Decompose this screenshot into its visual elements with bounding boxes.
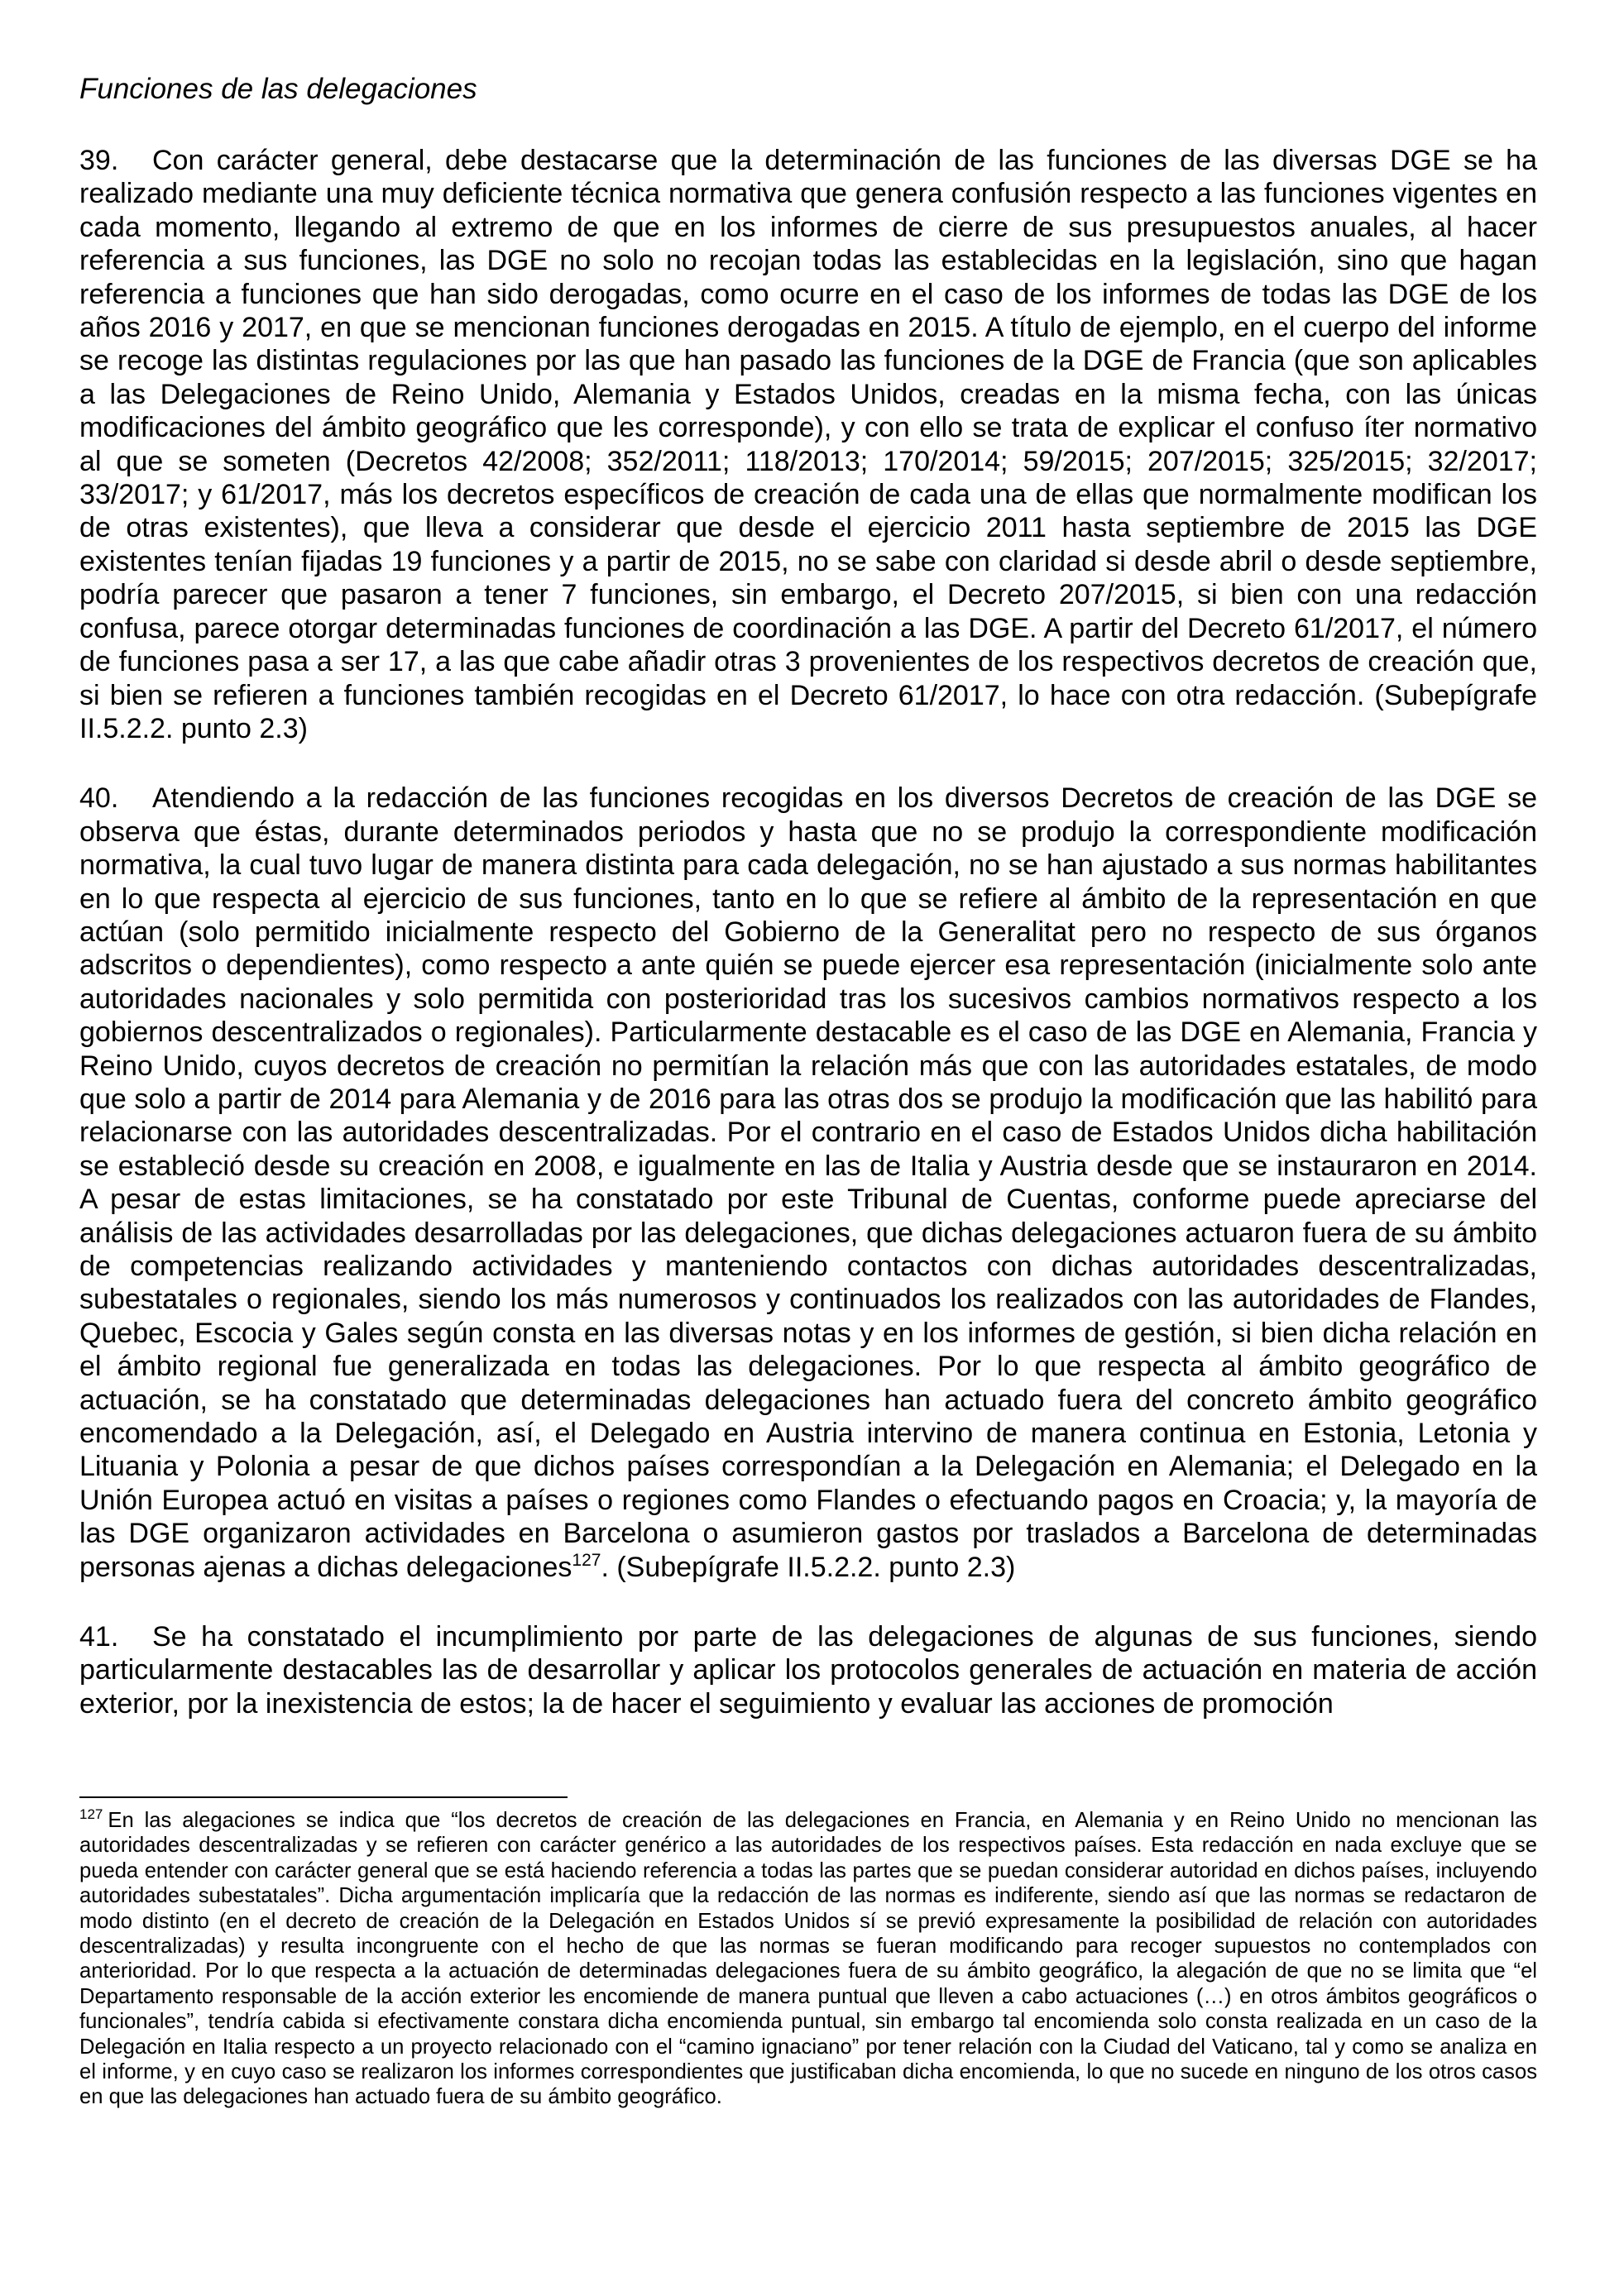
paragraph-39 [79, 144, 1537, 745]
footnote-mark: 127 [79, 1806, 103, 1822]
document-page [79, 71, 1537, 1720]
paragraph-40 [79, 782, 1537, 1584]
paragraph-text: Con carácter general, debe destacarse que la determinación de las funciones de las diversas DGE se ha realizado mediante una muy deficiente técnica normativa que genera confusión respecto a las funciones vigentes en cada momento, llegando al extremo de que en los informes de cierre de sus presupuestos anuales, al hacer referencia a sus funciones, las DGE no solo no recojan todas las establecidas en la legislación, sino que hagan referencia a funciones que han sido derogadas, como ocurre en el caso de los informes de todas las DGE de los años 2016 y 2017, en que se mencionan funciones derogadas en 2015. A título de ejemplo, en el cuerpo del informe se recoge las distintas regulaciones por las que han pasado las funciones de la DGE de Francia (que son aplicables a las Delegaciones de Reino Unido, Alemania y Estados Unidos, creadas en la misma fecha, con las únicas modificaciones del ámbito geográfico que les corresponde), y con ello se trata de explicar el confuso íter normativo al que se someten (Decretos 42/2008; 352/2011; 118/2013; 170/2014; 59/2015; 207/2015; 325/2015; 32/2017; 33/2017; y 61/2017, más los decretos específicos de creación de cada una de ellas que normalmente modifican los de otras existentes), que lleva a considerar que desde el ejercicio 2011 hasta septiembre de 2015 las DGE existentes tenían fijadas 19 funciones y a partir de 2015, no se sabe con claridad si desde abril o desde septiembre, podría parecer que pasaron a tener 7 funciones, sin embargo, el Decreto 207/2015, si bien con una redacción confusa, parece otorgar determinadas funciones de coordinación a las DGE. A partir del Decreto 61/2017, el número de funciones pasa a ser 17, a las que cabe añadir otras 3 provenientes de los respectivos decretos de creación que, si bien se refieren a funciones también recogidas en el Decreto 61/2017, lo hace con otra redacción. (Subepígrafe II.5.2.2. punto 2.3) [79, 145, 1537, 744]
paragraph-number: 41. [79, 1621, 119, 1653]
footnote [79, 1808, 1537, 2110]
paragraph-41 [79, 1620, 1537, 1720]
paragraph-number: 39. [79, 145, 119, 176]
paragraph-text: Se ha constatado el incumplimiento por parte de las delegaciones de algunas de sus funciones, siendo particularmente destacables las de desarrollar y aplicar los protocolos generales de actuación en materia de acción exterior, por la inexistencia de estos; la de hacer el seguimiento y evaluar las acciones de promoción [79, 1621, 1537, 1720]
section-title: Funciones de las delegaciones [79, 73, 477, 105]
paragraph-text: Atendiendo a la redacción de las funciones recogidas en los diversos Decretos de creación de las DGE se observa que éstas, durante determinados periodos y hasta que no se produjo la correspondiente modificación normativa, la cual tuvo lugar de manera distinta para cada delegación, no se han ajustado a sus normas habilitantes en lo que respecta al ejercicio de sus funciones, tanto en lo que se refiere al ámbito de la representación en que actúan (solo permitido inicialmente respecto del Gobierno de la Generalitat pero no respecto de sus órganos adscritos o dependientes), como respecto a ante quién se puede ejercer esa representación (inicialmente solo ante autoridades nacionales y solo permitida con posterioridad tras los sucesivos cambios normativos respecto a los gobiernos descentralizados o regionales). Particularmente destacable es el caso de las DGE en Alemania, Francia y Reino Unido, cuyos decretos de creación no permitían la relación más que con las autoridades estatales, de modo que solo a partir de 2014 para Alemania y de 2016 para las otras dos se produjo la modificación que las habilitó para relacionarse con las autoridades descentralizadas. Por el contrario en el caso de Estados Unidos dicha habilitación se estableció desde su creación en 2008, e igualmente en las de Italia y Austria desde que se instauraron en 2014. A pesar de estas limitaciones, se ha constatado por este Tribunal de Cuentas, conforme puede apreciarse del análisis de las actividades desarrolladas por las delegaciones, que dichas delegaciones actuaron fuera de su ámbito de competencias realizando actividades y manteniendo contactos con dichas autoridades descentralizadas, subestatales o regionales, siendo los más numerosos y continuados los realizados con las autoridades de Flandes, Quebec, Escocia y Gales según consta en las diversas notas y en los informes de gestión, si bien dicha relación en el ámbito regional fue generalizada en todas las delegaciones. Por lo que respecta al ámbito geográfico de actuación, se ha constatado que determinadas delegaciones han actuado fuera del concreto ámbito geográfico encomendado a la Delegación, así, el Delegado en Austria intervino de manera continua en Estonia, Letonia y Lituania y Polonia a pesar de que dichos países correspondían a la Delegación en Alemania; el Delegado en la Unión Europea actuó en visitas a países o regiones como Flandes o efectuando pagos en Croacia; y, la mayoría de las DGE organizaron actividades en Barcelona o asumieron gastos por traslados a Barcelona de determinadas personas ajenas a dichas delegaciones [79, 782, 1537, 1583]
footnote-separator [79, 1796, 568, 1798]
footnote-text: En las alegaciones se indica que “los decretos de creación de las delegaciones en Francia, en Alemania y en Reino Unido no mencionan las autoridades descentralizadas y se refieren con carácter genérico a las autoridades de los respectivos países. Esta redacción en nada excluye que se pueda entender con carácter general que se está haciendo referencia a todas las partes que se puedan considerar autoridad en dichos países, incluyendo autoridades subestatales”. Dicha argumentación implicaría que la redacción de las normas es indiferente, siendo así que las normas se redactaron de modo distinto (en el decreto de creación de la Delegación en Estados Unidos sí se previó expresamente la posibilidad de relación con autoridades descentralizadas) y resulta incongruente con el hecho de que las normas se fueran modificando para recoger supuestos no contemplados con anterioridad. Por lo que respecta a la actuación de determinadas delegaciones fuera de su ámbito geográfico, la alegación de que no se limita que “el Departamento responsable de la acción exterior les encomiende de manera puntual que lleven a cabo actuaciones (…) en otros ámbitos geográficos o funcionales”, tendría cabida si efectivamente constara dicha encomienda puntual, sin embargo tal encomienda solo consta realizada en un caso de la Delegación en Italia respecto a un proyecto relacionado con el “camino ignaciano” por tener relación con la Ciudad del Vaticano, tal y como se analiza en el informe, y en cuyo caso se realizaron los informes correspondientes que justificaban dicha encomienda, lo que no sucede en ninguno de los otros casos en que las delegaciones han actuado fuera de su ámbito geográfico. [79, 1809, 1537, 2109]
footnote-reference[interactable]: 127 [572, 1550, 601, 1570]
paragraph-number: 40. [79, 782, 119, 815]
paragraph-text-after: . (Subepígrafe II.5.2.2. punto 2.3) [601, 1551, 1016, 1583]
